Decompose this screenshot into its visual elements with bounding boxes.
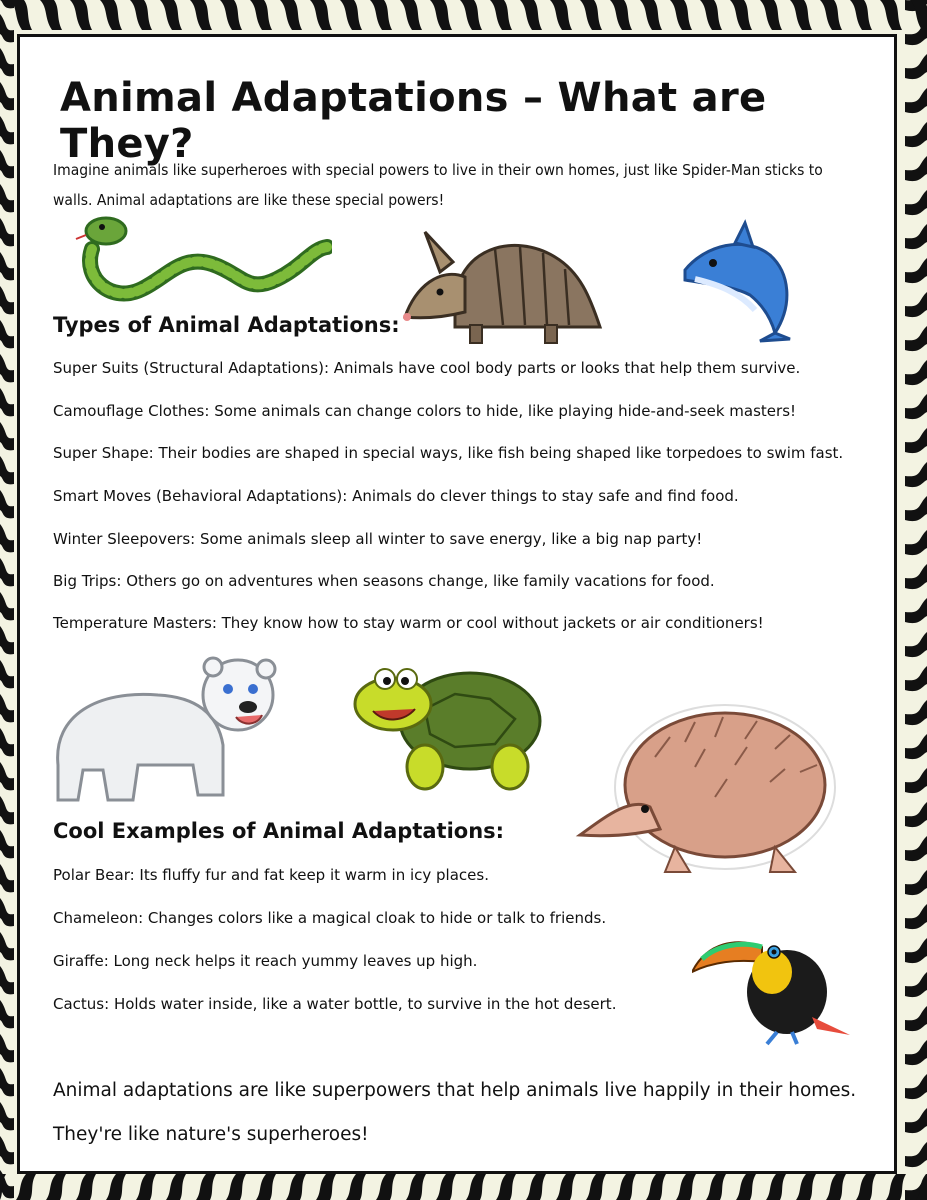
types-heading: Types of Animal Adaptations: (53, 313, 400, 337)
intro-paragraph: Imagine animals like superheroes with special powers to live in their own homes, just like Spider-Man sticks to walls. Animal adaptations are like these special powers! (53, 161, 823, 209)
turtle-illustration (345, 649, 550, 799)
polar-bear-illustration (48, 655, 278, 805)
dolphin-illustration (675, 215, 805, 345)
types-item: Temperature Masters: They know how to stay warm or cool without jackets or air conditioners! (53, 614, 764, 632)
types-item: Smart Moves (Behavioral Adaptations): Animals do clever things to stay safe and find food. (53, 487, 739, 505)
types-item: Camouflage Clothes: Some animals can change colors to hide, like playing hide-and-seek masters! (53, 402, 797, 420)
types-item: Winter Sleepovers: Some animals sleep all winter to save energy, like a big nap party! (53, 530, 703, 548)
echidna-illustration (575, 687, 840, 887)
types-item: Super Shape: Their bodies are shaped in special ways, like fish being shaped like torpedoes to swim fast. (53, 444, 844, 462)
closing-paragraph: Animal adaptations are like superpowers that help animals live happily in their homes. They're like nature's superheroes! (53, 1080, 857, 1145)
examples-item: Chameleon: Changes colors like a magical cloak to hide or talk to friends. (53, 909, 607, 927)
worksheet-page (17, 34, 897, 1174)
armadillo-illustration (385, 217, 610, 347)
examples-item: Cactus: Holds water inside, like a water bottle, to survive in the hot desert. (53, 995, 617, 1013)
types-item: Super Suits (Structural Adaptations): Animals have cool body parts or looks that help them survive. (53, 359, 801, 377)
examples-item: Giraffe: Long neck helps it reach yummy leaves up high. (53, 952, 478, 970)
page-title: Animal Adaptations – What are They? (60, 75, 767, 167)
examples-heading: Cool Examples of Animal Adaptations: (53, 819, 505, 843)
snake-illustration (72, 209, 332, 309)
types-item: Big Trips: Others go on adventures when seasons change, like family vacations for food. (53, 572, 715, 590)
toucan-illustration (692, 917, 852, 1047)
examples-item: Polar Bear: Its fluffy fur and fat keep it warm in icy places. (53, 866, 489, 884)
